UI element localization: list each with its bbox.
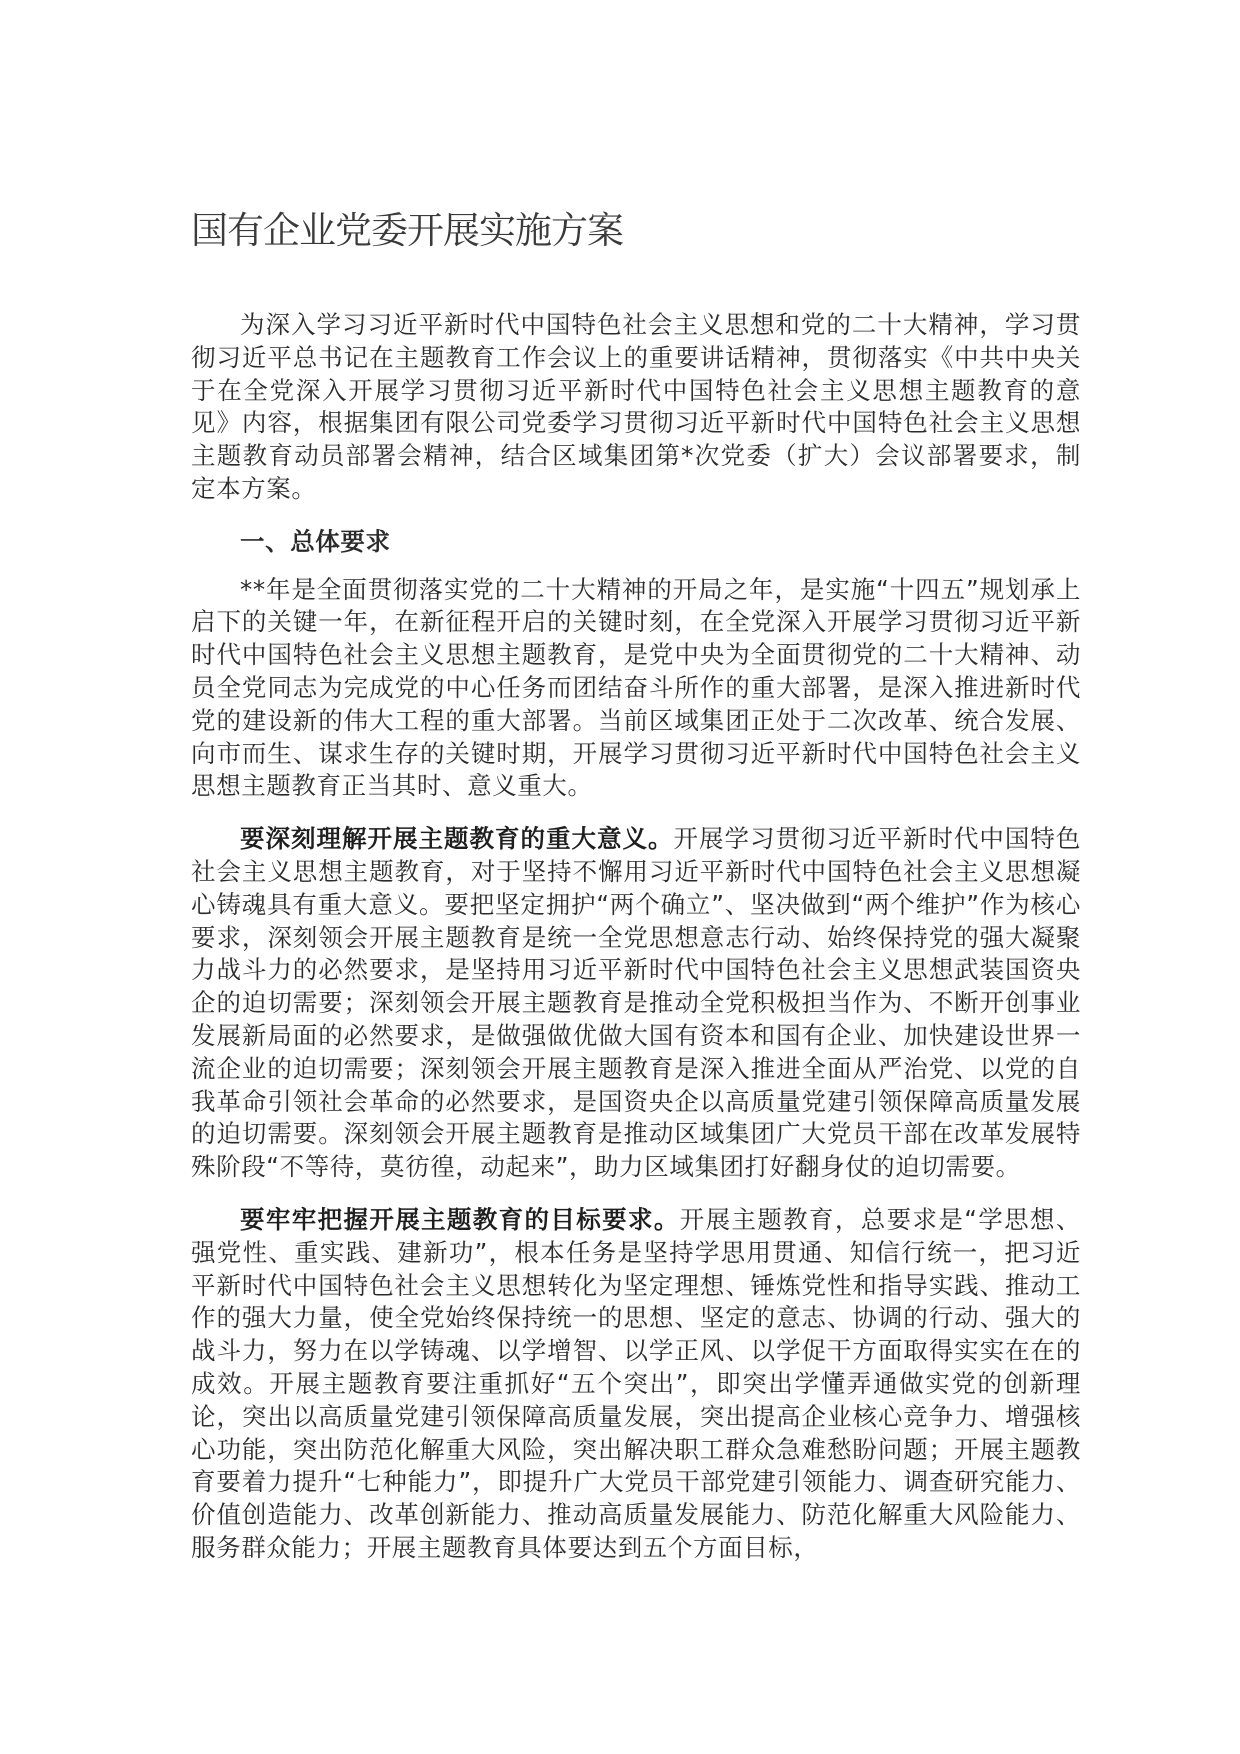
paragraph — [191, 1204, 1081, 1565]
document-title: 国有企业党委开展实施方案 — [191, 209, 623, 252]
paragraph-lead: 要深刻理解开展主题教育的重大意义。 — [240, 824, 674, 854]
paragraph-lead: 要牢牢把握开展主题教育的目标要求。 — [240, 1204, 680, 1234]
paragraph-text: 开展学习贯彻习近平新时代中国特色社会主义思想主题教育，对于坚持不懈用习近平新时代中国特色社会主义思想凝心铸魂具有重大意义。要把坚定拥护“两个确立”、坚决做到“两个维护”作为核心要求，深刻领会开展主题教育是统一全党思想意志行动、始终保持党的强大凝聚力战斗力的必然要求，是坚持用习近平新时代中国特色社会主义思想武装国资央企的迫切需要；深刻领会开展主题教育是推动全党积极担当作为、不断开创事业发展新局面的必然要求，是做强做优做大国有资本和国有企业、加快建设世界一流企业的迫切需要；深刻领会开展主题教育是深入推进全面从严治党、以党的自我革命引领社会革命的必然要求，是国资央企以高质量党建引领保障高质量发展的迫切需要。深刻领会开展主题教育是推动区域集团广大党员干部在改革发展特殊阶段“不等待，莫彷徨，动起来”，助力区域集团打好翻身仗的迫切需要。 — [191, 824, 1081, 1182]
paragraph-text: 开展主题教育，总要求是“学思想、强党性、重实践、建新功”，根本任务是坚持学思用贯通、知信行统一，把习近平新时代中国特色社会主义思想转化为坚定理想、锤炼党性和指导实践、推动工作的强大力量，使全党始终保持统一的思想、坚定的意志、协调的行动、强大的战斗力，努力在以学铸魂、以学增智、以学正风、以学促干方面取得实实在在的成效。开展主题教育要注重抓好“五个突出”，即突出学懂弄通做实党的创新理论，突出以高质量党建引领保障高质量发展，突出提高企业核心竞争力、增强核心功能，突出防范化解重大风险，突出解决职工群众急难愁盼问题；开展主题教育要着力提升“七种能力”，即提升广大党员干部党建引领能力、调查研究能力、价值创造能力、改革创新能力、推动高质量发展能力、防范化解重大风险能力、服务群众能力；开展主题教育具体要达到五个方面目标， — [191, 1204, 1081, 1562]
paragraph: **年是全面贯彻落实党的二十大精神的开局之年，是实施“十四五”规划承上启下的关键一年，在新征程开启的关键时刻，在全党深入开展学习贯彻习近平新时代中国特色社会主义思想主题教育，是党中央为全面贯彻党的二十大精神、动员全党同志为完成党的中心任务而团结奋斗所作的重大部署，是深入推进新时代党的建设新的伟大工程的重大部署。当前区域集团正处于二次改革、统合发展、向市而生、谋求生存的关键时期，开展学习贯彻习近平新时代中国特色社会主义思想主题教育正当其时、意义重大。 — [191, 574, 1081, 801]
intro-paragraph: 为深入学习习近平新时代中国特色社会主义思想和党的二十大精神，学习贯彻习近平总书记在主题教育工作会议上的重要讲话精神，贯彻落实《中共中央关于在全党深入开展学习贯彻习近平新时代中国特色社会主义思想主题教育的意见》内容，根据集团有限公司党委学习贯彻习近平新时代中国特色社会主义思想主题教育动员部署会精神，结合区域集团第*次党委（扩大）会议部署要求，制定本方案。 — [191, 310, 1081, 503]
paragraph — [191, 823, 1081, 1184]
document-body — [191, 309, 1081, 1585]
section-heading: 一、总体要求 — [240, 526, 391, 556]
